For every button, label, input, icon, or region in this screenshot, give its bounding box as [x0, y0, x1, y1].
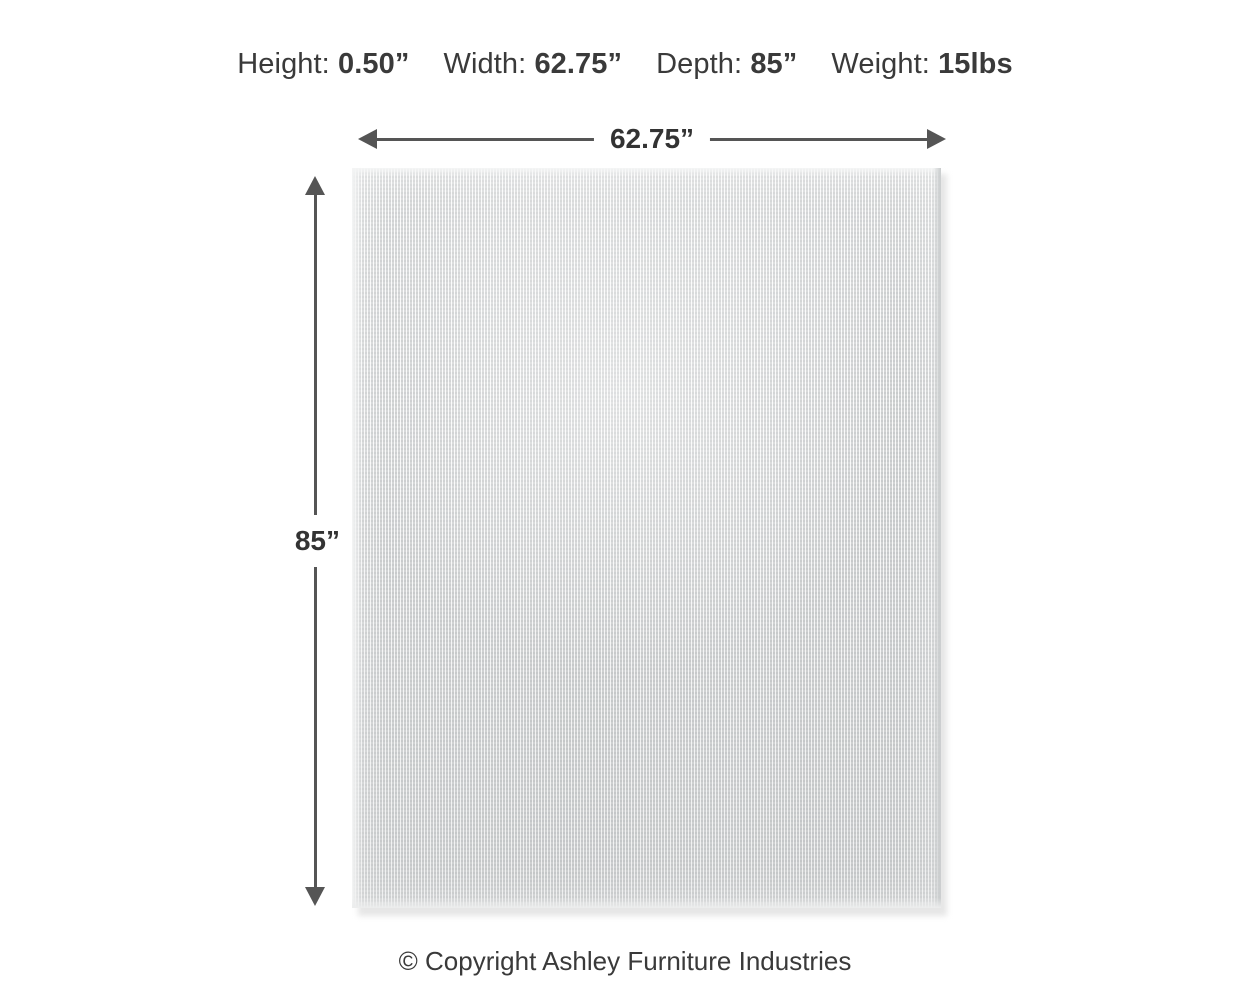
- spec-weight-value: 15lbs: [938, 48, 1013, 80]
- rug-edge-right: [933, 168, 941, 908]
- rug-sheen: [352, 168, 941, 908]
- width-dimension-label: 62.75”: [594, 120, 710, 158]
- spec-height: [237, 48, 409, 81]
- height-dimension-label: 85”: [266, 515, 344, 567]
- rug-edge-left: [352, 168, 362, 908]
- spec-width-value: 62.75”: [534, 48, 623, 80]
- arrow-left-icon: [358, 129, 377, 149]
- spec-depth-value: 85”: [750, 48, 798, 80]
- spec-height-label: Height:: [237, 48, 330, 80]
- width-dimension-arrow: [358, 120, 946, 158]
- arrow-up-icon: [305, 176, 325, 195]
- specifications-line: [0, 48, 1250, 81]
- spec-weight: [831, 48, 1012, 81]
- product-image-rug: [352, 168, 947, 916]
- spec-height-value: 0.50”: [338, 48, 410, 80]
- height-dimension-arrow: [276, 176, 356, 906]
- copyright-text: © Copyright Ashley Furniture Industries: [398, 946, 852, 976]
- spec-depth: [656, 48, 797, 81]
- spec-depth-label: Depth:: [656, 48, 743, 80]
- spec-weight-label: Weight:: [831, 48, 930, 80]
- arrow-down-icon: [305, 887, 325, 906]
- arrow-right-icon: [927, 129, 946, 149]
- rug-edge-bottom: [352, 898, 941, 908]
- spec-width-label: Width:: [443, 48, 527, 80]
- rug-surface: [352, 168, 941, 908]
- spec-width: [443, 48, 622, 81]
- rug-edge-top: [352, 168, 941, 176]
